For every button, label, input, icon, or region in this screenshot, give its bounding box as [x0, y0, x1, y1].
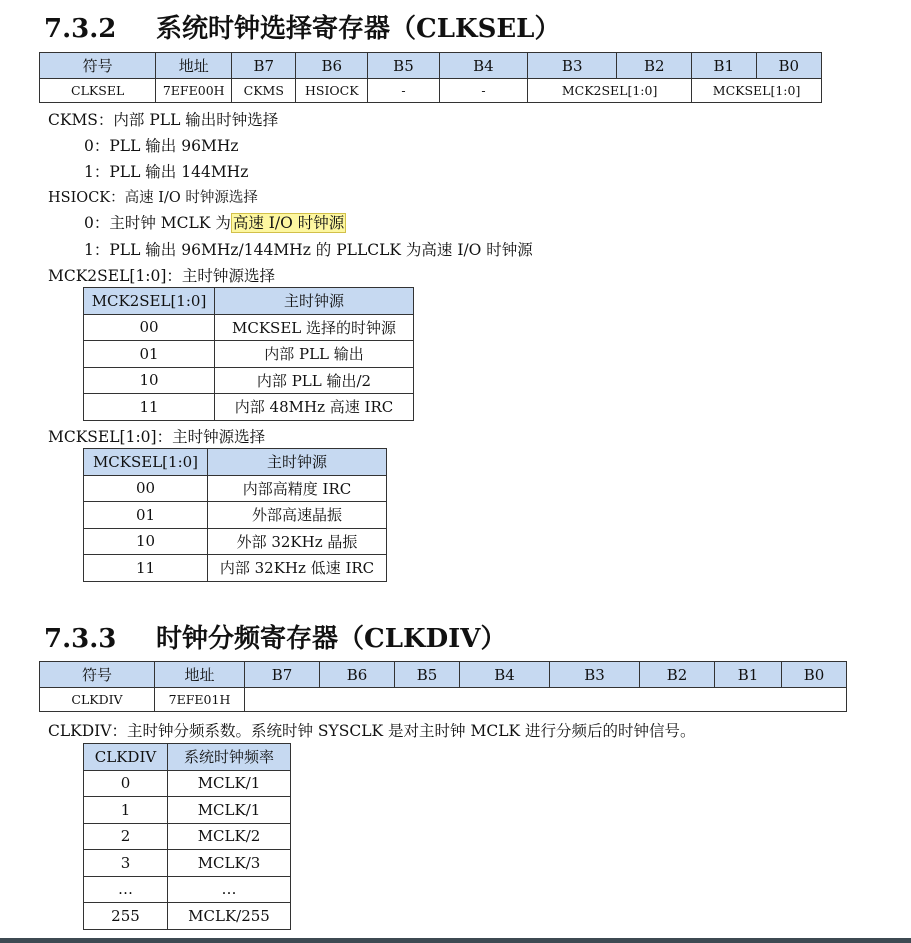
register-address: 7EFE01H [155, 688, 245, 712]
table-cell: 255 [84, 903, 168, 930]
table-cell: MCLK/1 [168, 797, 291, 824]
register-header-row [40, 662, 847, 688]
header-cell: CLKDIV [84, 744, 168, 771]
table-cell: 01 [84, 341, 215, 368]
mck2sel-table [83, 287, 414, 421]
register-header-row [40, 53, 822, 79]
header-cell: 系统时钟频率 [168, 744, 291, 771]
header-cell: B5 [368, 53, 440, 79]
table-row [84, 876, 291, 903]
table-cell: 00 [84, 475, 208, 502]
table-row [84, 770, 291, 797]
header-cell: B4 [439, 53, 527, 79]
hsiock-description: HSIOCK：高速 I/O 时钟源选择 [48, 190, 258, 206]
table-cell: 11 [84, 555, 208, 582]
mck2sel-description: MCK2SEL[1:0]：主时钟源选择 [48, 267, 275, 285]
header-cell: 符号 [40, 662, 155, 688]
bit-b6: HSIOCK [296, 79, 368, 103]
bit-b7: CKMS [232, 79, 296, 103]
table-cell: … [84, 876, 168, 903]
viewer-bottom-bar [0, 938, 911, 943]
header-cell: MCK2SEL[1:0] [84, 288, 215, 315]
table-header-row [84, 288, 414, 315]
table-cell: 外部 32KHz 晶振 [208, 528, 387, 555]
header-cell: B7 [245, 662, 320, 688]
header-cell: B5 [395, 662, 460, 688]
clkdiv-register-table [39, 661, 847, 712]
ckms-option-0: 0：PLL 输出 96MHz [84, 137, 239, 155]
table-cell: 10 [84, 367, 215, 394]
table-row [84, 850, 291, 877]
section-number: 7.3.2 [44, 14, 117, 44]
register-address: 7EFE00H [156, 79, 232, 103]
clkdiv-description: CLKDIV：主时钟分频系数。系统时钟 SYSCLK 是对主时钟 MCLK 进行分频后的时钟信号。 [48, 722, 696, 740]
bits-b1-b0: MCKSEL[1:0] [692, 79, 822, 103]
bit-b5: - [368, 79, 440, 103]
section-title: 系统时钟选择寄存器（CLKSEL） [156, 14, 561, 44]
header-cell: B0 [756, 53, 822, 79]
table-cell: 1 [84, 797, 168, 824]
table-cell: 00 [84, 314, 215, 341]
header-cell: B2 [617, 53, 692, 79]
table-cell: MCLK/1 [168, 770, 291, 797]
table-cell: MCLK/3 [168, 850, 291, 877]
register-value-row [40, 688, 847, 712]
table-cell: 外部高速晶振 [208, 502, 387, 529]
register-symbol: CLKDIV [40, 688, 155, 712]
table-cell: MCLK/255 [168, 903, 291, 930]
table-row [84, 367, 414, 394]
header-cell: 地址 [155, 662, 245, 688]
header-cell: MCKSEL[1:0] [84, 449, 208, 476]
table-row [84, 502, 387, 529]
register-bits-b7-b0 [245, 688, 847, 712]
table-cell: 内部 48MHz 高速 IRC [215, 394, 414, 421]
table-row [84, 394, 414, 421]
highlighted-text: 高速 I/O 时钟源 [232, 214, 345, 232]
header-cell: 主时钟源 [215, 288, 414, 315]
table-cell: 3 [84, 850, 168, 877]
header-cell: B6 [320, 662, 395, 688]
table-row [84, 903, 291, 930]
table-header-row [84, 744, 291, 771]
header-cell: B3 [528, 53, 617, 79]
ckms-description: CKMS：内部 PLL 输出时钟选择 [48, 111, 279, 129]
section-heading-7-3-3 [44, 618, 506, 655]
mcksel-table [83, 448, 387, 582]
table-cell: 内部 PLL 输出/2 [215, 367, 414, 394]
register-symbol: CLKSEL [40, 79, 156, 103]
bit-b4: - [439, 79, 527, 103]
table-row [84, 823, 291, 850]
section-heading-7-3-2 [44, 8, 560, 45]
table-cell: 内部 32KHz 低速 IRC [208, 555, 387, 582]
table-row [84, 475, 387, 502]
table-row [84, 797, 291, 824]
section-number: 7.3.3 [44, 624, 117, 654]
header-cell: B3 [550, 662, 640, 688]
clksel-register-table [39, 52, 822, 103]
header-cell: 符号 [40, 53, 156, 79]
table-row [84, 555, 387, 582]
header-cell: B7 [232, 53, 296, 79]
table-cell: … [168, 876, 291, 903]
bits-b3-b2: MCK2SEL[1:0] [528, 79, 692, 103]
clkdiv-table [83, 743, 291, 930]
hsiock-option-1: 1：PLL 输出 96MHz/144MHz 的 PLLCLK 为高速 I/O 时钟源 [84, 241, 533, 259]
table-row [84, 341, 414, 368]
table-cell: 2 [84, 823, 168, 850]
table-row [84, 314, 414, 341]
header-cell: B6 [296, 53, 368, 79]
table-cell: 0 [84, 770, 168, 797]
hsiock-option-0 [84, 211, 346, 233]
header-cell: 主时钟源 [208, 449, 387, 476]
table-cell: 内部 PLL 输出 [215, 341, 414, 368]
table-cell: 11 [84, 394, 215, 421]
register-value-row [40, 79, 822, 103]
section-title: 时钟分频寄存器（CLKDIV） [156, 624, 507, 654]
header-cell: 地址 [156, 53, 232, 79]
table-cell: 内部高精度 IRC [208, 475, 387, 502]
table-row [84, 528, 387, 555]
header-cell: B1 [692, 53, 756, 79]
table-cell: MCLK/2 [168, 823, 291, 850]
header-cell: B2 [640, 662, 715, 688]
table-cell: 01 [84, 502, 208, 529]
table-header-row [84, 449, 387, 476]
header-cell: B1 [715, 662, 782, 688]
header-cell: B4 [460, 662, 550, 688]
ckms-option-1: 1：PLL 输出 144MHz [84, 163, 249, 181]
hsiock-option-0-text: 0：主时钟 MCLK 为 [84, 214, 231, 232]
table-cell: 10 [84, 528, 208, 555]
header-cell: B0 [782, 662, 847, 688]
mcksel-description: MCKSEL[1:0]：主时钟源选择 [48, 428, 266, 446]
table-cell: MCKSEL 选择的时钟源 [215, 314, 414, 341]
